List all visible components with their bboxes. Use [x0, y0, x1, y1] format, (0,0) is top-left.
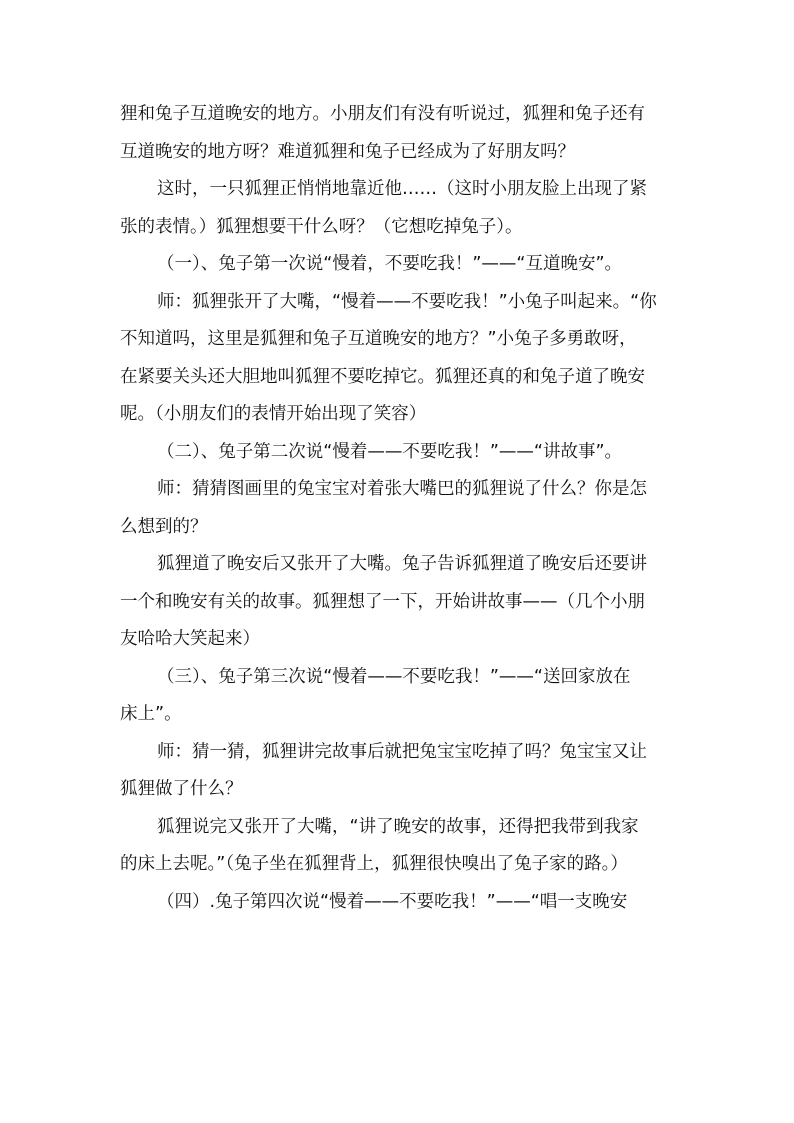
text-line: 张的表情。）狐狸想要干什么呀？（它想吃掉兔子）。 — [120, 216, 523, 237]
text-line: 友哈哈大笑起来） — [120, 629, 260, 649]
text-line: 在紧要关头还大胆地叫狐狸不要吃掉它。狐狸还真的和兔子道了晚安 — [120, 366, 645, 387]
text-line: 师：猜一猜，狐狸讲完故事后就把兔宝宝吃掉了吗？兔宝宝又让 — [157, 741, 647, 762]
text-line: 狐狸道了晚安后又张开了大嘴。兔子告诉狐狸道了晚安后还要讲 — [157, 554, 647, 574]
text-line: 床上”。 — [120, 704, 182, 724]
text-line: 狐狸说完又张开了大嘴，“讲了晚安的故事，还得把我带到我家 — [157, 816, 639, 837]
document-body — [120, 96, 682, 921]
text-line: 狐狸做了什么？ — [120, 779, 243, 799]
text-line: 师：猜猜图画里的兔宝宝对着张大嘴巴的狐狸说了什么？你是怎 — [157, 479, 647, 499]
text-line: 一个和晚安有关的故事。狐狸想了一下，开始讲故事——（几个小朋 — [120, 591, 645, 612]
text-line: 师：狐狸张开了大嘴，“慢着——不要吃我！”小兔子叫起来。“你 — [157, 291, 657, 312]
section-heading: （四）.兔子第四次说“慢着——不要吃我！”——“唱一支晚安 — [157, 891, 628, 912]
text-line: 么想到的？ — [120, 516, 208, 537]
text-line: 这时，一只狐狸正悄悄地靠近他……（这时小朋友脸上出现了紧 — [157, 179, 647, 199]
text-line: 呢。（小朋友们的表情开始出现了笑容） — [120, 404, 427, 424]
text-line: 狸和兔子互道晚安的地方。小朋友们有没有听说过，狐狸和兔子还有 — [120, 104, 645, 124]
text-line: 不知道吗，这里是狐狸和兔子互道晚安的地方？”小兔子多勇敢呀， — [120, 329, 637, 349]
text-line: 互道晚安的地方呀？难道狐狸和兔子已经成为了好朋友吗？ — [120, 141, 575, 162]
text-line: 的床上去呢。”（兔子坐在狐狸背上，狐狸很快嗅出了兔子家的路。） — [120, 854, 628, 874]
section-heading: （一）、兔子第一次说“慢着，不要吃我！”——“互道晚安”。 — [157, 254, 623, 274]
section-heading: （二）、兔子第二次说“慢着——不要吃我！”——“讲故事”。 — [157, 441, 623, 462]
section-heading: （三）、兔子第三次说“慢着——不要吃我！”——“送回家放在 — [157, 666, 631, 687]
